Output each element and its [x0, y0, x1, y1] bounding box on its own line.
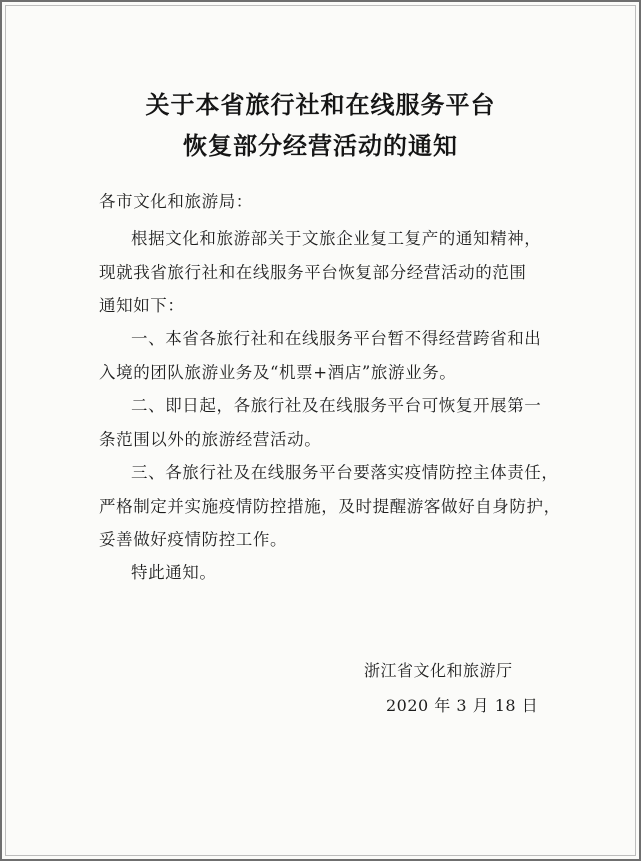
- document-title-line-1: 关于本省旅行社和在线服务平台: [145, 91, 496, 119]
- paragraph-closing: [99, 556, 569, 590]
- paragraph-item-2: [99, 389, 569, 456]
- paragraph-line: 特此通知。: [131, 563, 217, 582]
- paragraph-line: 根据文化和旅游部关于文旅企业复工复产的通知精神，: [131, 229, 542, 248]
- paragraph-line: 严格制定并实施疫情防控措施，及时提醒游客做好自身防护，: [99, 496, 561, 516]
- paragraph-intro: [99, 222, 569, 323]
- paragraph-line: 现就我省旅行社和在线服务平台恢复部分经营活动的范围: [99, 262, 527, 282]
- paragraph-line: 条范围以外的旅游经营活动。: [99, 429, 322, 449]
- document-title-line-2: 恢复部分经营活动的通知: [183, 132, 458, 160]
- paragraph-item-1: [99, 322, 569, 389]
- paragraph-line: 入境的团队旅游业务及“机票+酒店”旅游业务。: [99, 362, 457, 382]
- paragraph-line: 妥善做好疫情防控工作。: [99, 530, 288, 549]
- paragraph-line: 二、即日起，各旅行社及在线服务平台可恢复开展第一: [131, 396, 542, 415]
- paragraph-item-3: [99, 456, 569, 557]
- salutation-text: 各市文化和旅游局：: [99, 192, 253, 211]
- paragraph-line: 通知如下：: [99, 296, 185, 315]
- salutation: [99, 185, 569, 219]
- paragraph-line: 三、各旅行社及在线服务平台要落实疫情防控主体责任，: [131, 463, 559, 482]
- issue-date: 2020 年 3 月 18 日: [386, 696, 539, 715]
- paragraph-line: 一、本省各旅行社和在线服务平台暂不得经营跨省和出: [131, 329, 542, 348]
- signer: 浙江省文化和旅游厅: [364, 661, 513, 680]
